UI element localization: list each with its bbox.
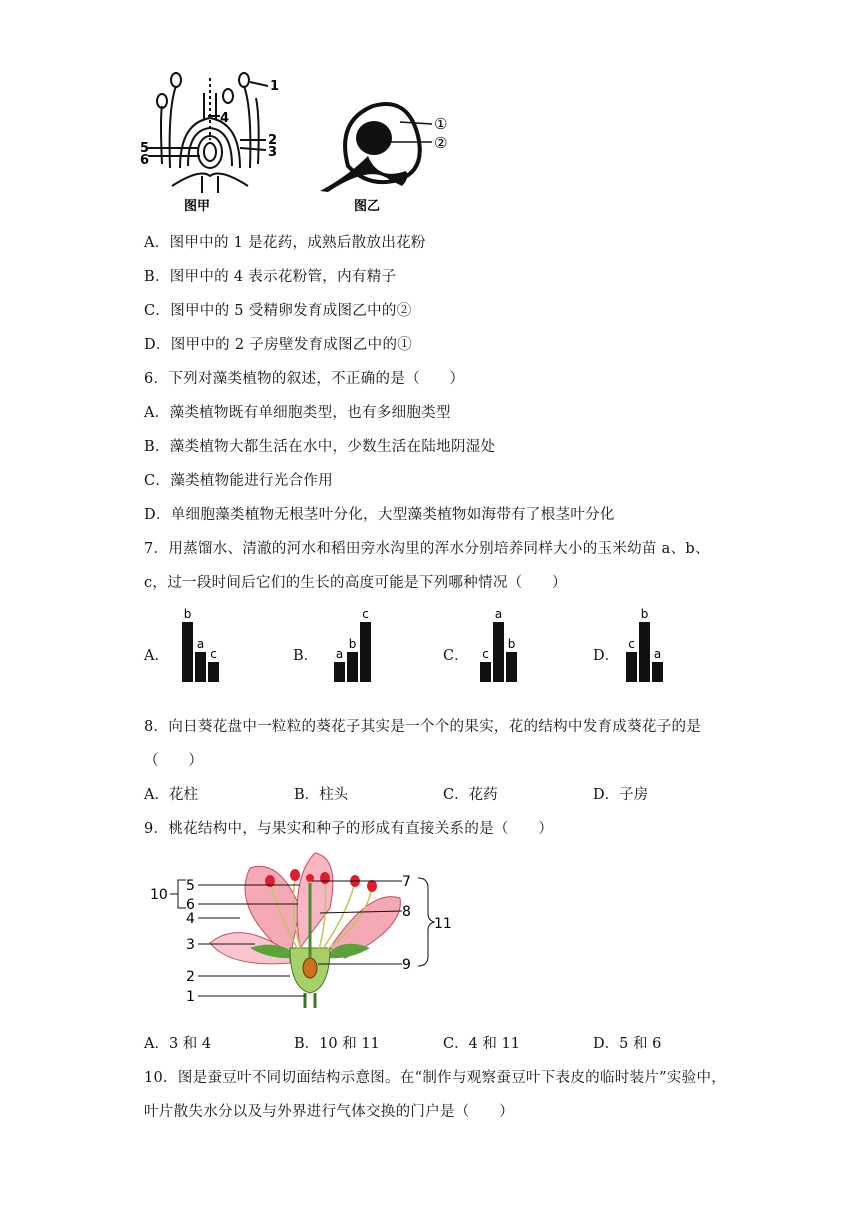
q7-d-bar-c [626,652,637,682]
peach-label-2: 2 [186,969,195,985]
q10-stem-line1: 10．图是蚕豆叶不同切面结构示意图。在“制作与观察蚕豆叶下表皮的临时装片”实验中， [144,1070,727,1086]
yi-label-1: ① [434,115,448,133]
jia-label-5: 5 [140,141,150,156]
peach-label-6: 6 [186,897,195,913]
q7-c-bar-label-c: c [482,647,489,661]
q7-chart-b [328,600,388,690]
peach-label-10: 10 [150,887,168,903]
q8-option-a: A．花柱 [144,787,198,803]
jia-label-6: 6 [140,153,150,168]
q7-a-bar-b [182,622,193,682]
q7-b-bar-b [347,652,358,682]
q7-option-a-label: A． [144,648,169,664]
q7-c-bar-label-b: b [507,637,516,651]
q7-b-bar-label-a: a [335,647,344,661]
fruit-diagram-yi [318,96,468,218]
q5-option-d: D．图甲中的 2 子房壁发育成图乙中的① [144,337,413,353]
q7-chart-a [176,600,236,690]
q7-b-bar-c [360,622,371,682]
q9-options [0,1032,860,1054]
q7-d-bar-b [639,622,650,682]
q5-option-a: A．图甲中的 1 是花药，成熟后散放出花粉 [144,235,426,251]
q5-option-c: C．图甲中的 5 受精卵发育成图乙中的② [144,303,412,319]
q7-c-bar-a [493,622,504,682]
peach-label-4: 4 [186,911,195,927]
q8-option-d: D．子房 [593,787,649,803]
q7-a-bar-a [195,652,206,682]
q9-option-d: D．5 和 6 [593,1036,662,1052]
q7-d-bar-label-a: a [653,647,662,661]
q7-d-bar-label-b: b [640,607,649,621]
q9-option-b: B．10 和 11 [294,1036,380,1052]
q7-options [0,600,860,695]
q7-stem-line1: 7．用蒸馏水、清澈的河水和稻田旁水沟里的浑水分别培养同样大小的玉米幼苗 a、b、 [144,541,710,557]
q7-option-b-label: B． [293,648,319,664]
q7-b-bar-a [334,662,345,682]
peach-label-11: 11 [434,916,452,932]
q7-d-bar-a [652,662,663,682]
q9-option-a: A．3 和 4 [144,1036,212,1052]
q8-stem-line1: 8．向日葵花盘中一粒粒的葵花子其实是一个个的果实，花的结构中发育成葵花子的是 [144,719,702,735]
q7-chart-d [620,600,680,690]
q7-a-bar-label-c: c [210,647,217,661]
fig-yi-caption: 图乙 [354,199,381,214]
jia-label-4: 4 [220,111,230,126]
q7-option-d-label: D． [593,648,620,664]
q10-stem-line2: 叶片散失水分以及与外界进行气体交换的门户是（ ） [144,1104,514,1120]
q8-option-c: C．花药 [443,787,498,803]
q7-option-c-label: C． [443,648,469,664]
flower-diagram-jia [140,68,300,218]
q7-c-bar-c [480,662,491,682]
q7-a-bar-label-a: a [196,637,205,651]
peach-label-1: 1 [186,989,195,1005]
yi-label-2: ② [434,134,448,152]
q6-option-a: A．藻类植物既有单细胞类型，也有多细胞类型 [144,405,451,421]
jia-label-3: 3 [268,145,278,160]
q7-c-bar-label-a: a [494,607,503,621]
jia-label-1: 1 [270,79,280,94]
peach-label-8: 8 [402,904,411,920]
peach-label-5: 5 [186,878,195,894]
jia-label-2: 2 [268,133,278,148]
q7-a-bar-c [208,662,219,682]
q5-option-b: B．图甲中的 4 表示花粉管，内有精子 [144,269,397,285]
q7-stem-line2: c，过一段时间后它们的生长的高度可能是下列哪种情况（ ） [144,575,567,591]
q7-d-bar-label-c: c [628,637,635,651]
q9-option-c: C．4 和 11 [443,1036,520,1052]
peach-label-3: 3 [186,937,195,953]
q8-stem-line2: （ ） [144,753,204,769]
q8-option-b: B．柱头 [294,787,349,803]
q7-b-bar-label-b: b [348,637,357,651]
q7-b-bar-label-c: c [362,607,369,621]
q7-c-bar-b [506,652,517,682]
q7-chart-c [474,600,534,690]
peach-label-9: 9 [402,957,411,973]
q8-options [0,783,860,805]
q7-a-bar-label-b: b [183,607,192,621]
q6-stem: 6．下列对藻类植物的叙述，不正确的是（ ） [144,371,465,387]
q6-option-c: C．藻类植物能进行光合作用 [144,473,333,489]
peach-flower-diagram [140,848,460,1013]
fig-jia-caption: 图甲 [184,199,211,214]
q6-option-d: D．单细胞藻类植物无根茎叶分化，大型藻类植物如海带有了根茎叶分化 [144,507,615,523]
q9-stem: 9．桃花结构中，与果实和种子的形成有直接关系的是（ ） [144,821,554,837]
peach-label-7: 7 [402,874,411,890]
q6-option-b: B．藻类植物大都生活在水中，少数生活在陆地阴湿处 [144,439,496,455]
